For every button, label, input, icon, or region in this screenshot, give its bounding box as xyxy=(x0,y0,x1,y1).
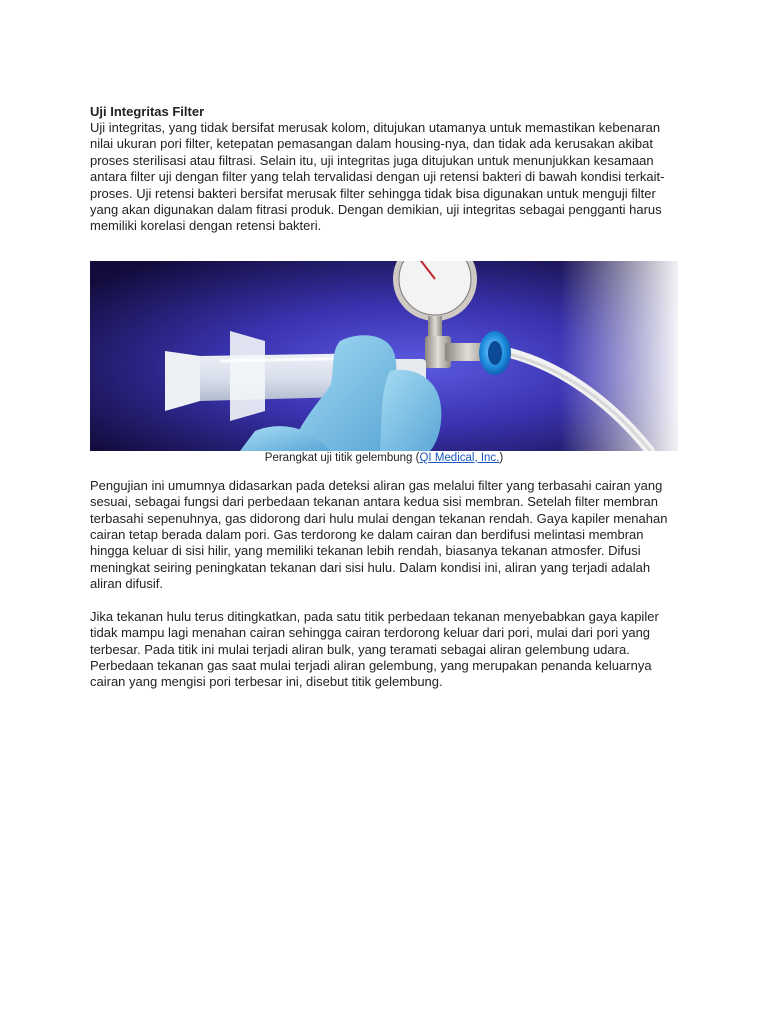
intro-paragraph: Uji integritas, yang tidak bersifat merusak kolom, ditujukan utamanya untuk memastikan kebenaran nilai ukuran pori filter, ketepatan pemasangan dalam housing-nya, dan tidak ada kerusakan akibat proses sterilisasi atau filtrasi. Selain itu, uji integritas juga ditujukan untuk menunjukkan kesamaan antara filter uji dengan filter yang telah tervalidasi dengan uji retensi bakteri di bawah kondisi terkait-proses. Uji retensi bakteri bersifat merusak filter sehingga tidak bisa digunakan untuk menguji filter yang akan digunakan dalam fitrasi produk. Dengan demikian, uji integritas sebagai pengganti harus memiliki korelasi dengan retensi bakteri. xyxy=(90,120,665,234)
document-page xyxy=(90,103,680,691)
caption-prefix: Perangkat uji titik gelembung ( xyxy=(264,451,420,464)
figure-caption xyxy=(90,451,678,465)
section-title: Uji Integritas Filter xyxy=(90,104,205,119)
caption-link-qi-medical[interactable]: QI Medical, Inc. xyxy=(419,451,500,464)
bubble-point-test-photo xyxy=(90,261,678,451)
body-paragraph-1: Pengujian ini umumnya didasarkan pada deteksi aliran gas melalui filter yang terbasahi cairan yang sesuai, sebagai fungsi dari perbedaan tekanan antara kedua sisi membran. Setelah filter membran terbasahi sepenuhnya, gas didorong dari hulu mulai dengan tekanan rendah. Gaya kapiler menahan cairan tetap berada dalam pori. Gas terdorong ke dalam cairan dan berdifusi melintasi membran hingga keluar di sisi hilir, yang memiliki tekanan lebih rendah, biasanya tekanan atmosfer. Difusi meningkat seiring peningkatan tekanan dari sisi hulu. Dalam kondisi ini, aliran yang terjadi adalah aliran difusif. xyxy=(90,477,668,592)
caption-suffix: ) xyxy=(499,451,504,464)
body-paragraph-2: Jika tekanan hulu terus ditingkatkan, pada satu titik perbedaan tekanan menyebabkan gaya kapiler tidak mampu lagi menahan cairan sehingga cairan terdorong keluar dari pori, mulai dari pori yang terbesar. Pada titik ini mulai terjadi aliran bulk, yang teramati sebagai aliran gelembung udara. Perbedaan tekanan gas saat mulai terjadi aliran gelembung, yang merupakan penanda keluarnya cairan yang mengisi pori terbesar ini, disebut titik gelembung. xyxy=(90,608,659,690)
figure xyxy=(90,261,678,465)
